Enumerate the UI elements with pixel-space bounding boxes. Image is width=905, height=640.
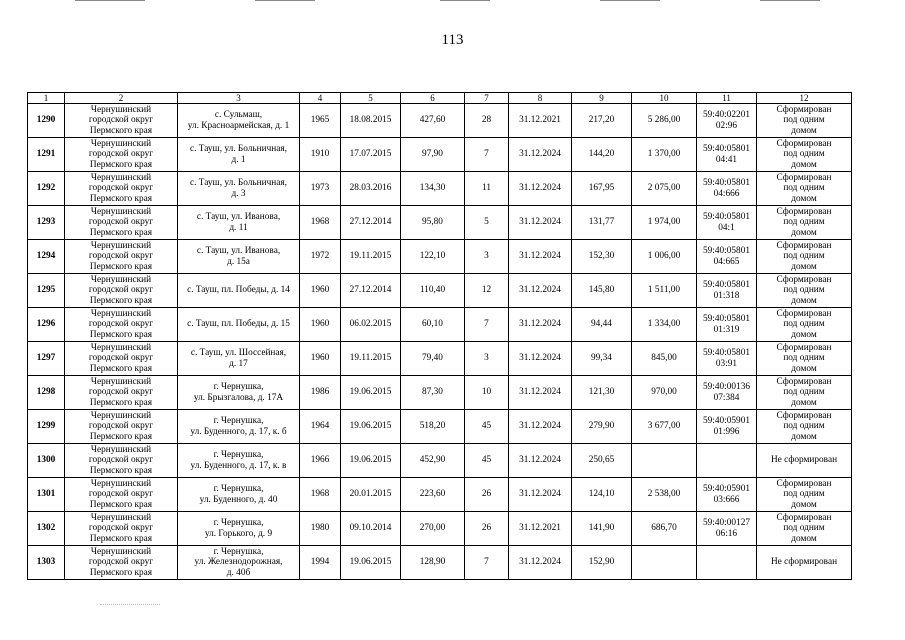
top-rule: [600, 0, 660, 1]
cell-land-area: 845,00: [632, 342, 697, 376]
cell-address: с. Сульмаш, ул. Красноармейская, д. 1: [178, 104, 300, 138]
cell-row-number: 1293: [28, 206, 65, 240]
cell-area-2: 145,80: [572, 274, 632, 308]
cell-cadastral-number: 59:40:05801 01:319: [697, 308, 757, 342]
column-header-4: 4: [300, 93, 341, 104]
cell-year-built: 1910: [300, 138, 341, 172]
cell-row-number: 1291: [28, 138, 65, 172]
cell-deadline: 31.12.2024: [509, 240, 572, 274]
cell-deadline: 31.12.2024: [509, 206, 572, 240]
cell-area: 270,00: [401, 512, 465, 546]
cell-row-number: 1301: [28, 478, 65, 512]
cell-area: 95,80: [401, 206, 465, 240]
cell-date: 19.06.2015: [341, 546, 401, 580]
cell-residents: 26: [465, 512, 509, 546]
cell-date: 27.12.2014: [341, 206, 401, 240]
cell-land-area: 1 511,00: [632, 274, 697, 308]
cell-land-status: Сформирован под одним домом: [757, 274, 852, 308]
cell-area-2: 94,44: [572, 308, 632, 342]
cell-cadastral-number: 59:40:05801 03:91: [697, 342, 757, 376]
cell-area: 518,20: [401, 410, 465, 444]
cell-cadastral-number: 59:40:05901 03:666: [697, 478, 757, 512]
table-row: [28, 138, 852, 172]
table-row: [28, 240, 852, 274]
column-header-8: 8: [509, 93, 572, 104]
cell-date: 19.11.2015: [341, 342, 401, 376]
cell-year-built: 1968: [300, 206, 341, 240]
cell-municipality: Чернушинский городской округ Пермского края: [65, 512, 178, 546]
cell-row-number: 1295: [28, 274, 65, 308]
cell-year-built: 1972: [300, 240, 341, 274]
cell-land-status: Сформирован под одним домом: [757, 138, 852, 172]
cell-date: 27.12.2014: [341, 274, 401, 308]
cell-area: 223,60: [401, 478, 465, 512]
cell-deadline: 31.12.2024: [509, 172, 572, 206]
cell-address: г. Чернушка, ул. Брызгалова, д. 17А: [178, 376, 300, 410]
cell-cadastral-number: 59:40:05801 04:1: [697, 206, 757, 240]
cell-date: 09.10.2014: [341, 512, 401, 546]
cell-residents: 5: [465, 206, 509, 240]
cell-address: с. Тауш, ул. Больничная, д. 3: [178, 172, 300, 206]
cell-deadline: 31.12.2024: [509, 410, 572, 444]
cell-year-built: 1965: [300, 104, 341, 138]
cell-address: г. Чернушка, ул. Буденного, д. 40: [178, 478, 300, 512]
cell-deadline: 31.12.2024: [509, 308, 572, 342]
column-header-5: 5: [341, 93, 401, 104]
cell-municipality: Чернушинский городской округ Пермского края: [65, 240, 178, 274]
cell-land-status: Сформирован под одним домом: [757, 376, 852, 410]
cell-municipality: Чернушинский городской округ Пермского края: [65, 274, 178, 308]
cell-residents: 7: [465, 546, 509, 580]
cell-area: 122,10: [401, 240, 465, 274]
cell-land-area: 970,00: [632, 376, 697, 410]
table-row: [28, 376, 852, 410]
cell-land-status: Сформирован под одним домом: [757, 206, 852, 240]
cell-deadline: 31.12.2024: [509, 376, 572, 410]
cell-land-area: [632, 444, 697, 478]
table-row: [28, 478, 852, 512]
cell-municipality: Чернушинский городской округ Пермского края: [65, 308, 178, 342]
cell-address: с. Тауш, ул. Иванова, д. 11: [178, 206, 300, 240]
cell-date: 19.06.2015: [341, 376, 401, 410]
cell-land-area: 2 075,00: [632, 172, 697, 206]
cell-cadastral-number: [697, 444, 757, 478]
cell-residents: 10: [465, 376, 509, 410]
cell-address: с. Тауш, ул. Иванова, д. 15а: [178, 240, 300, 274]
top-rule: [255, 0, 315, 1]
column-header-12: 12: [757, 93, 852, 104]
cell-area-2: 124,10: [572, 478, 632, 512]
cell-area-2: 121,30: [572, 376, 632, 410]
cell-area: 60,10: [401, 308, 465, 342]
cell-land-status: Сформирован под одним домом: [757, 512, 852, 546]
column-header-7: 7: [465, 93, 509, 104]
housing-registry-table: [27, 92, 852, 580]
cell-land-status: Сформирован под одним домом: [757, 410, 852, 444]
table-row: [28, 308, 852, 342]
cell-year-built: 1986: [300, 376, 341, 410]
cell-date: 17.07.2015: [341, 138, 401, 172]
cell-municipality: Чернушинский городской округ Пермского края: [65, 376, 178, 410]
cell-residents: 28: [465, 104, 509, 138]
cell-deadline: 31.12.2021: [509, 104, 572, 138]
cell-date: 19.06.2015: [341, 410, 401, 444]
table-row: [28, 274, 852, 308]
cell-land-status: Сформирован под одним домом: [757, 342, 852, 376]
cell-cadastral-number: 59:40:05801 04:665: [697, 240, 757, 274]
cell-address: г. Чернушка, ул. Горького, д. 9: [178, 512, 300, 546]
cell-area-2: 99,34: [572, 342, 632, 376]
cell-land-status: Сформирован под одним домом: [757, 478, 852, 512]
cell-residents: 45: [465, 410, 509, 444]
cell-area-2: 217,20: [572, 104, 632, 138]
column-header-3: 3: [178, 93, 300, 104]
cell-land-area: 3 677,00: [632, 410, 697, 444]
table-body: [28, 104, 852, 580]
cell-land-status: Сформирован под одним домом: [757, 240, 852, 274]
cell-area-2: 131,77: [572, 206, 632, 240]
cell-row-number: 1292: [28, 172, 65, 206]
cell-deadline: 31.12.2024: [509, 444, 572, 478]
cell-cadastral-number: 59:40:05801 04:41: [697, 138, 757, 172]
cell-deadline: 31.12.2024: [509, 138, 572, 172]
cell-area-2: 279,90: [572, 410, 632, 444]
cell-area: 452,90: [401, 444, 465, 478]
table-row: [28, 546, 852, 580]
cell-area-2: 141,90: [572, 512, 632, 546]
cell-row-number: 1297: [28, 342, 65, 376]
cell-land-status: Не сформирован: [757, 444, 852, 478]
cell-date: 28.03.2016: [341, 172, 401, 206]
cell-land-status: Сформирован под одним домом: [757, 104, 852, 138]
cell-area: 128,90: [401, 546, 465, 580]
cell-deadline: 31.12.2024: [509, 274, 572, 308]
cell-municipality: Чернушинский городской округ Пермского края: [65, 444, 178, 478]
cell-residents: 11: [465, 172, 509, 206]
cell-land-area: 5 286,00: [632, 104, 697, 138]
cell-area-2: 250,65: [572, 444, 632, 478]
cell-address: г. Чернушка, ул. Буденного, д. 17, к. в: [178, 444, 300, 478]
cell-row-number: 1294: [28, 240, 65, 274]
cell-address: г. Чернушка, ул. Буденного, д. 17, к. б: [178, 410, 300, 444]
column-header-2: 2: [65, 93, 178, 104]
cell-year-built: 1960: [300, 342, 341, 376]
cell-area-2: 144,20: [572, 138, 632, 172]
cell-year-built: 1994: [300, 546, 341, 580]
top-rule: [440, 0, 490, 1]
cell-address: с. Тауш, пл. Победы, д. 14: [178, 274, 300, 308]
cell-cadastral-number: 59:40:05901 01:996: [697, 410, 757, 444]
table-row: [28, 172, 852, 206]
cell-cadastral-number: [697, 546, 757, 580]
cell-area: 79,40: [401, 342, 465, 376]
table-row: [28, 444, 852, 478]
cell-residents: 7: [465, 138, 509, 172]
cell-land-area: 1 006,00: [632, 240, 697, 274]
table-row: [28, 342, 852, 376]
cell-residents: 12: [465, 274, 509, 308]
cell-area: 87,30: [401, 376, 465, 410]
column-header-9: 9: [572, 93, 632, 104]
cell-date: 06.02.2015: [341, 308, 401, 342]
column-number-row: [28, 93, 852, 104]
cell-row-number: 1290: [28, 104, 65, 138]
cell-land-area: [632, 546, 697, 580]
cell-cadastral-number: 59:40:02201 02:96: [697, 104, 757, 138]
cell-row-number: 1296: [28, 308, 65, 342]
cell-date: 19.11.2015: [341, 240, 401, 274]
cell-land-area: 1 370,00: [632, 138, 697, 172]
cell-row-number: 1300: [28, 444, 65, 478]
cell-residents: 7: [465, 308, 509, 342]
cell-row-number: 1302: [28, 512, 65, 546]
cell-address: с. Тауш, ул. Шоссейная, д. 17: [178, 342, 300, 376]
cell-municipality: Чернушинский городской округ Пермского края: [65, 342, 178, 376]
cell-address: г. Чернушка, ул. Железнодорожная, д. 40б: [178, 546, 300, 580]
cell-date: 20.01.2015: [341, 478, 401, 512]
cell-municipality: Чернушинский городской округ Пермского края: [65, 138, 178, 172]
column-header-10: 10: [632, 93, 697, 104]
page-number: 113: [441, 32, 464, 48]
cell-year-built: 1960: [300, 308, 341, 342]
cell-cadastral-number: 59:40:05801 01:318: [697, 274, 757, 308]
cell-area: 110,40: [401, 274, 465, 308]
table-row: [28, 410, 852, 444]
cell-cadastral-number: 59:40:00127 06:16: [697, 512, 757, 546]
cell-municipality: Чернушинский городской округ Пермского края: [65, 172, 178, 206]
cell-area-2: 167,95: [572, 172, 632, 206]
cell-municipality: Чернушинский городской округ Пермского края: [65, 104, 178, 138]
cell-year-built: 1968: [300, 478, 341, 512]
cell-year-built: 1973: [300, 172, 341, 206]
top-rule: [75, 0, 145, 1]
cell-year-built: 1960: [300, 274, 341, 308]
cell-address: с. Тауш, ул. Больничная, д. 1: [178, 138, 300, 172]
cell-year-built: 1964: [300, 410, 341, 444]
cell-area: 427,60: [401, 104, 465, 138]
cell-land-area: 1 334,00: [632, 308, 697, 342]
cell-residents: 3: [465, 240, 509, 274]
cell-year-built: 1966: [300, 444, 341, 478]
cell-land-area: 1 974,00: [632, 206, 697, 240]
top-rule: [760, 0, 820, 1]
cell-deadline: 31.12.2024: [509, 546, 572, 580]
cell-land-area: 686,70: [632, 512, 697, 546]
table-row: [28, 206, 852, 240]
column-header-1: 1: [28, 93, 65, 104]
cell-residents: 45: [465, 444, 509, 478]
cell-area: 134,30: [401, 172, 465, 206]
cell-area-2: 152,90: [572, 546, 632, 580]
cell-municipality: Чернушинский городской округ Пермского края: [65, 546, 178, 580]
cell-deadline: 31.12.2024: [509, 478, 572, 512]
cell-row-number: 1299: [28, 410, 65, 444]
cell-residents: 26: [465, 478, 509, 512]
cell-area: 97,90: [401, 138, 465, 172]
cell-cadastral-number: 59:40:05801 04:666: [697, 172, 757, 206]
cell-date: 18.08.2015: [341, 104, 401, 138]
cell-year-built: 1980: [300, 512, 341, 546]
cell-address: с. Тауш, пл. Победы, д. 15: [178, 308, 300, 342]
column-header-11: 11: [697, 93, 757, 104]
table-row: [28, 512, 852, 546]
cell-land-status: Не сформирован: [757, 546, 852, 580]
cell-land-area: 2 538,00: [632, 478, 697, 512]
cell-row-number: 1298: [28, 376, 65, 410]
cell-municipality: Чернушинский городской округ Пермского края: [65, 478, 178, 512]
cell-row-number: 1303: [28, 546, 65, 580]
footer-rule: [100, 604, 160, 605]
cell-deadline: 31.12.2021: [509, 512, 572, 546]
cell-date: 19.06.2015: [341, 444, 401, 478]
column-header-6: 6: [401, 93, 465, 104]
cell-cadastral-number: 59:40:00136 07:384: [697, 376, 757, 410]
cell-municipality: Чернушинский городской округ Пермского края: [65, 206, 178, 240]
cell-residents: 3: [465, 342, 509, 376]
cell-area-2: 152,30: [572, 240, 632, 274]
cell-land-status: Сформирован под одним домом: [757, 172, 852, 206]
table-row: [28, 104, 852, 138]
cell-land-status: Сформирован под одним домом: [757, 308, 852, 342]
cell-deadline: 31.12.2024: [509, 342, 572, 376]
cell-municipality: Чернушинский городской округ Пермского края: [65, 410, 178, 444]
